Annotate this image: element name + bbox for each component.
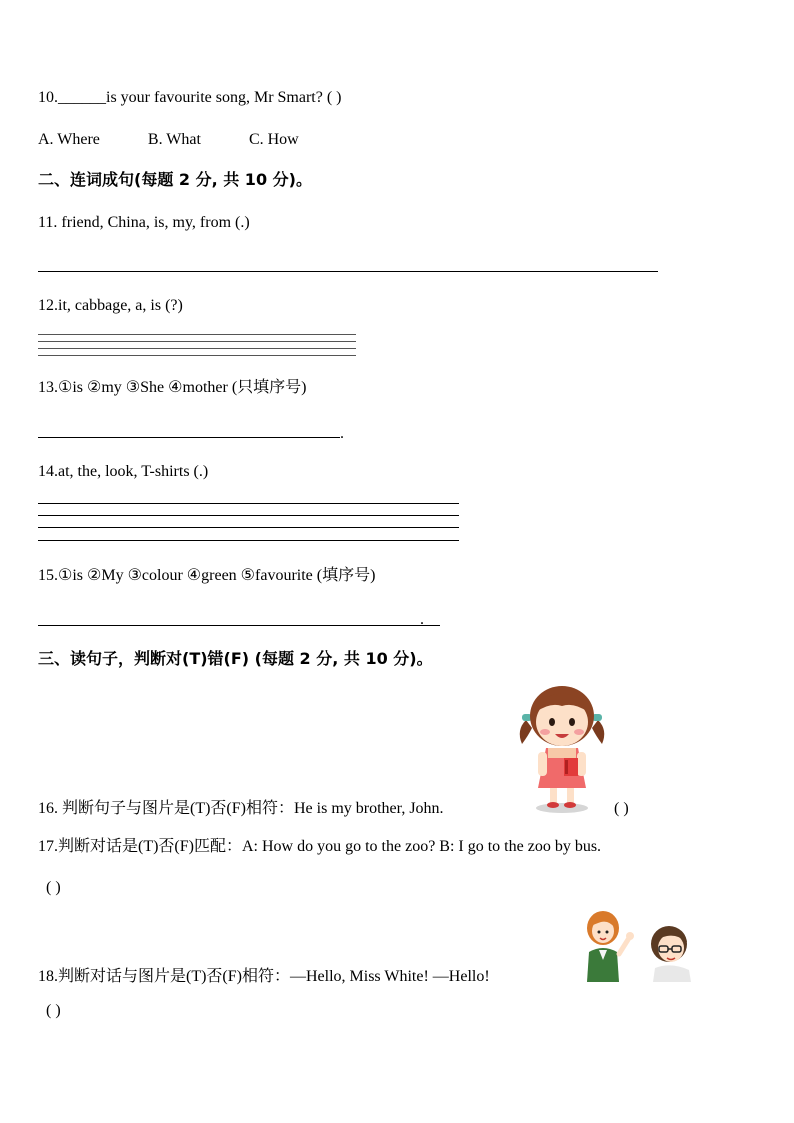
- q10-option-c: C. How: [248, 131, 299, 148]
- q16-answer-blank[interactable]: ( ): [614, 800, 629, 817]
- girl-illustration: [512, 680, 612, 815]
- q15-end-mark: .: [420, 611, 424, 628]
- q10-option-b: B. What: [147, 131, 201, 148]
- q14-answer-line[interactable]: [38, 527, 459, 528]
- q12-text: 12.it, cabbage, a, is (?): [38, 297, 183, 314]
- q18-answer-blank[interactable]: ( ): [46, 1002, 61, 1019]
- q10-options: [38, 130, 343, 150]
- q17-text: 17.判断对话是(T)否(F)匹配：A: How do you go to the zoo? B: I go to the zoo by bus.: [38, 838, 602, 855]
- q10-text: 10.______is your favourite song, Mr Smart? ( ): [38, 89, 342, 106]
- q14-answer-line[interactable]: [38, 540, 459, 541]
- q12-answer-line[interactable]: [38, 348, 356, 349]
- q15-text: 15.①is ②My ③colour ④green ⑤favourite (填序号): [38, 567, 376, 584]
- teacher-boy-illustration: [583, 908, 695, 984]
- q12-answer-line[interactable]: [38, 341, 356, 342]
- q10-option-a: A. Where: [38, 131, 100, 148]
- q13-answer-line[interactable]: [38, 437, 340, 438]
- q12-answer-line[interactable]: [38, 334, 356, 335]
- q17-answer-blank[interactable]: ( ): [46, 879, 61, 896]
- q14-answer-line[interactable]: [38, 503, 459, 504]
- q16-text: 16. 判断句子与图片是(T)否(F)相符：He is my brother, John.: [38, 800, 444, 817]
- q13-text: 13.①is ②my ③She ④mother (只填序号): [38, 379, 307, 396]
- q11-text: 11. friend, China, is, my, from (.): [38, 214, 250, 231]
- q18-text: 18.判断对话与图片是(T)否(F)相符：—Hello, Miss White! —Hello!: [38, 968, 490, 985]
- q14-answer-line[interactable]: [38, 515, 459, 516]
- q13-end-mark: .: [340, 425, 344, 442]
- q14-text: 14.at, the, look, T-shirts (.): [38, 463, 209, 480]
- q15-answer-line[interactable]: [38, 625, 440, 626]
- q11-answer-line[interactable]: [38, 271, 658, 272]
- section3-title: 三、读句子，判断对(T)错(F) (每题 2 分, 共 10 分)。: [38, 649, 433, 668]
- section2-title: 二、连词成句(每题 2 分, 共 10 分)。: [38, 170, 312, 189]
- q12-answer-line[interactable]: [38, 355, 356, 356]
